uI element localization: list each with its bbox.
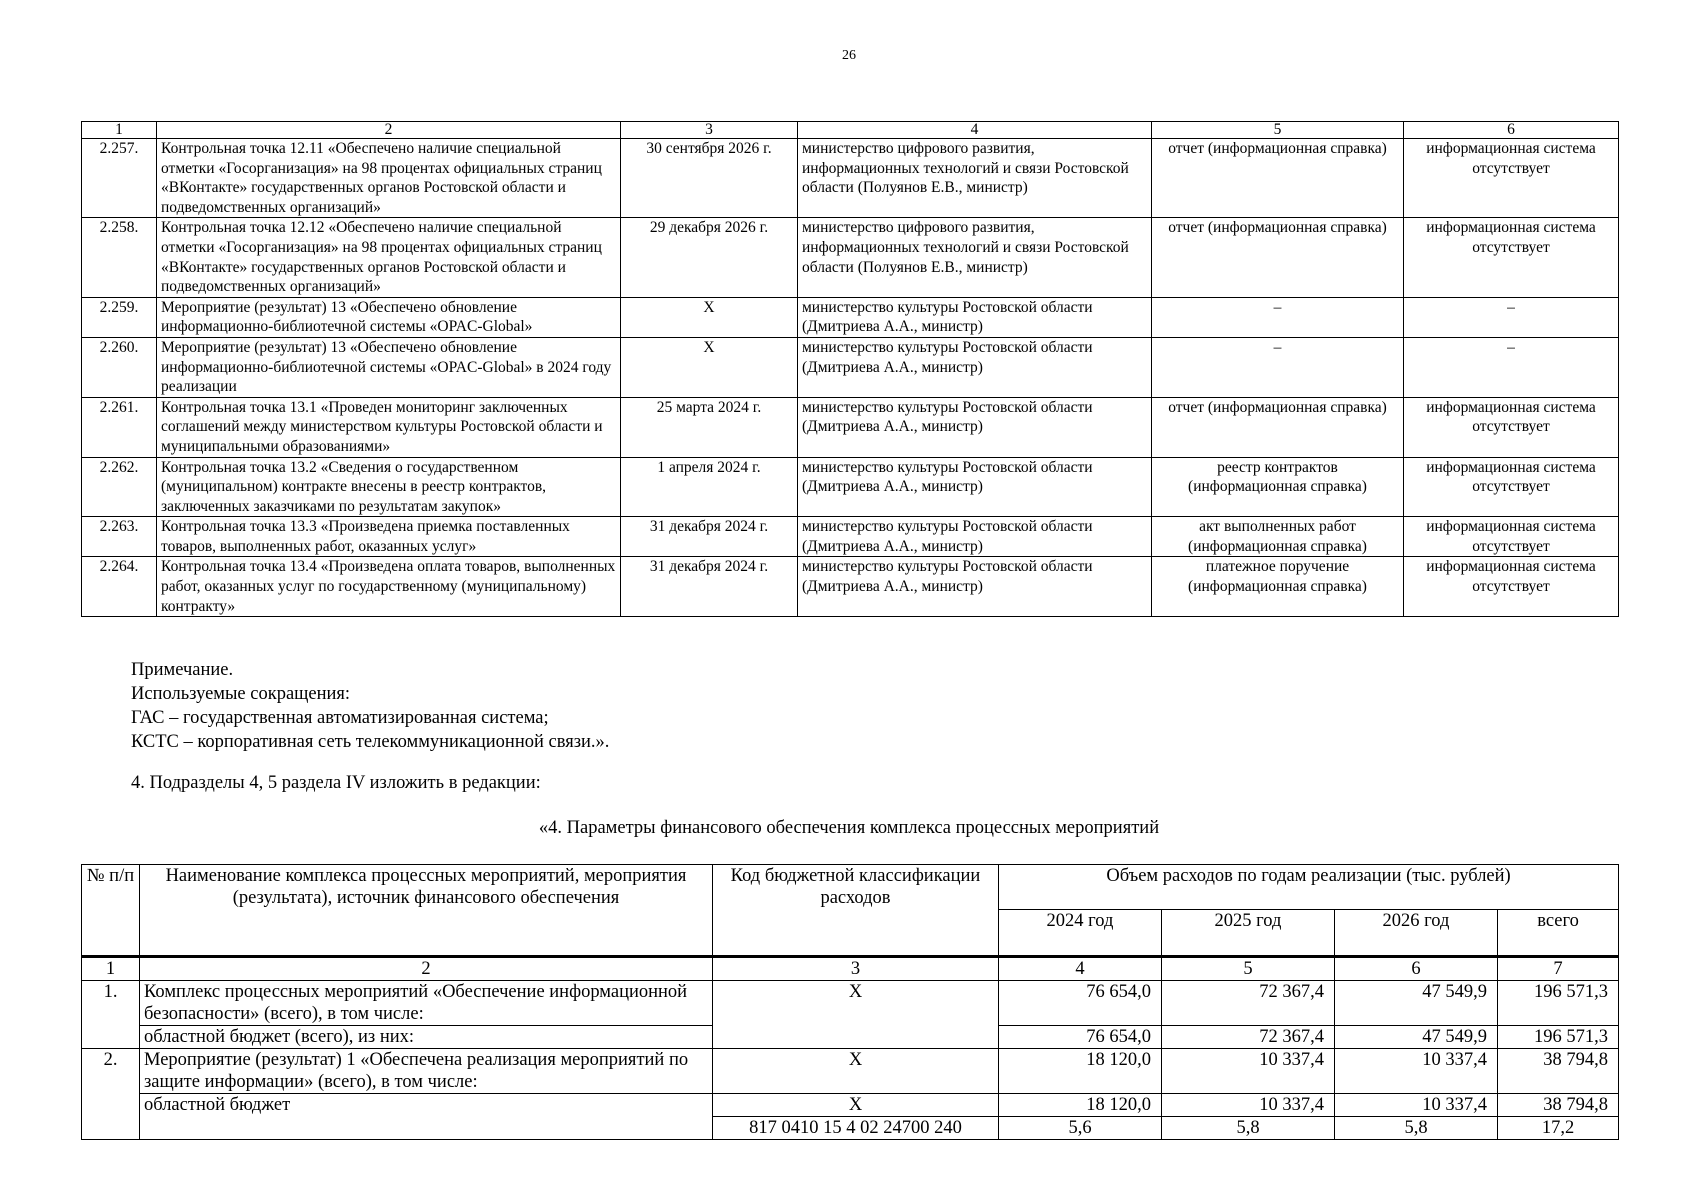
page-number: 26 <box>842 48 856 63</box>
row-value-2025: 10 337,4 <box>1162 1094 1335 1117</box>
col-header: 3 <box>621 122 798 139</box>
header-code: Код бюджетной классификации расходов <box>713 865 999 957</box>
row-value-total: 196 571,3 <box>1498 981 1619 1026</box>
row-document: отчет (информационная справка) <box>1152 397 1404 457</box>
col-number: 2 <box>140 957 713 981</box>
row-number: 2.263. <box>82 517 157 557</box>
row-value-2025: 72 367,4 <box>1162 1026 1335 1049</box>
row-code: X <box>713 981 999 1049</box>
row-value-2024: 5,6 <box>999 1117 1162 1140</box>
table-header-row <box>82 122 1619 139</box>
row-document: – <box>1152 297 1404 337</box>
row-system: информационная система отсутствует <box>1404 457 1619 517</box>
row-document: платежное поручение (информационная справка) <box>1152 557 1404 617</box>
header-total: всего <box>1498 910 1619 957</box>
row-number: 2.257. <box>82 139 157 218</box>
row-number: 2.261. <box>82 397 157 457</box>
row-value-2024: 76 654,0 <box>999 1026 1162 1049</box>
row-name: областной бюджет (всего), из них: <box>140 1026 713 1049</box>
row-value-total: 38 794,8 <box>1498 1094 1619 1117</box>
row-date: 25 марта 2024 г. <box>621 397 798 457</box>
row-responsible: министерство культуры Ростовской области (Дмитриева А.А., министр) <box>798 297 1152 337</box>
row-value-total: 196 571,3 <box>1498 1026 1619 1049</box>
col-number: 5 <box>1162 957 1335 981</box>
row-value-2026: 47 549,9 <box>1335 981 1498 1026</box>
header-volume: Объем расходов по годам реализации (тыс. рублей) <box>999 865 1619 910</box>
row-date: 1 апреля 2024 г. <box>621 457 798 517</box>
row-number: 2.264. <box>82 557 157 617</box>
row-number: 2.258. <box>82 218 157 297</box>
header-name: Наименование комплекса процессных мероприятий, мероприятия (результата), источник финансового обеспечения <box>140 865 713 957</box>
column-number-row <box>82 957 1619 981</box>
row-date: 29 декабря 2026 г. <box>621 218 798 297</box>
row-name: Контрольная точка 12.12 «Обеспечено наличие специальной отметки «Госорганизация» на 98 процентах официальных страниц «ВКонтакте» государственных органов Ростовской области и подведомственных организаций» <box>157 218 621 297</box>
row-value-2026: 5,8 <box>1335 1117 1498 1140</box>
col-number: 1 <box>82 957 140 981</box>
row-value-total: 38 794,8 <box>1498 1049 1619 1094</box>
table-row <box>82 1094 1619 1117</box>
row-document: акт выполненных работ (информационная справка) <box>1152 517 1404 557</box>
col-number: 4 <box>999 957 1162 981</box>
col-header: 5 <box>1152 122 1404 139</box>
row-date: X <box>621 297 798 337</box>
header-year-2026: 2026 год <box>1335 910 1498 957</box>
col-number: 6 <box>1335 957 1498 981</box>
row-system: – <box>1404 297 1619 337</box>
row-number: 2.259. <box>82 297 157 337</box>
row-document: отчет (информационная справка) <box>1152 139 1404 218</box>
row-responsible: министерство цифрового развития, информационных технологий и связи Ростовской области (Полуянов Е.В., министр) <box>798 139 1152 218</box>
row-number: 1. <box>82 981 140 1049</box>
row-name: Контрольная точка 12.11 «Обеспечено наличие специальной отметки «Госорганизация» на 98 процентах официальных страниц «ВКонтакте» государственных органов Ростовской области и подведомственных организаций» <box>157 139 621 218</box>
table-row <box>82 557 1619 617</box>
row-responsible: министерство культуры Ростовской области (Дмитриева А.А., министр) <box>798 457 1152 517</box>
row-value-2026: 10 337,4 <box>1335 1094 1498 1117</box>
header-num: № п/п <box>82 865 140 957</box>
table-row <box>82 397 1619 457</box>
col-header: 1 <box>82 122 157 139</box>
row-date: X <box>621 337 798 397</box>
row-number: 2.262. <box>82 457 157 517</box>
row-value-2024: 18 120,0 <box>999 1049 1162 1094</box>
header-year-2024: 2024 год <box>999 910 1162 957</box>
row-name: Контрольная точка 13.4 «Произведена оплата товаров, выполненных работ, оказанных услуг по государственному (муниципальному) контракту» <box>157 557 621 617</box>
row-value-2026: 47 549,9 <box>1335 1026 1498 1049</box>
row-name: Контрольная точка 13.3 «Произведена приемка поставленных товаров, выполненных работ, оказанных услуг» <box>157 517 621 557</box>
row-date: 31 декабря 2024 г. <box>621 517 798 557</box>
notes-block <box>131 658 609 754</box>
row-code: 817 0410 15 4 02 24700 240 <box>713 1117 999 1140</box>
row-name: Контрольная точка 13.1 «Проведен мониторинг заключенных соглашений между министерством культуры Ростовской области и муниципальными образованиями» <box>157 397 621 457</box>
row-document: отчет (информационная справка) <box>1152 218 1404 297</box>
row-value-2025: 10 337,4 <box>1162 1049 1335 1094</box>
row-system: информационная система отсутствует <box>1404 557 1619 617</box>
col-header: 2 <box>157 122 621 139</box>
row-responsible: министерство культуры Ростовской области (Дмитриева А.А., министр) <box>798 397 1152 457</box>
table-row <box>82 457 1619 517</box>
row-responsible: министерство культуры Ростовской области (Дмитриева А.А., министр) <box>798 337 1152 397</box>
table-row <box>82 297 1619 337</box>
note-line: КСТС – корпоративная сеть телекоммуникационной связи.». <box>131 732 610 752</box>
note-line: Примечание. <box>131 660 234 680</box>
row-responsible: министерство культуры Ростовской области (Дмитриева А.А., министр) <box>798 557 1152 617</box>
header-year-2025: 2025 год <box>1162 910 1335 957</box>
row-name: Комплекс процессных мероприятий «Обеспечение информационной безопасности» (всего), в том числе: <box>140 981 713 1026</box>
row-document: реестр контрактов (информационная справка) <box>1152 457 1404 517</box>
row-code: X <box>713 1094 999 1117</box>
row-value-total: 17,2 <box>1498 1117 1619 1140</box>
row-value-2025: 5,8 <box>1162 1117 1335 1140</box>
table-row <box>82 337 1619 397</box>
row-date: 30 сентября 2026 г. <box>621 139 798 218</box>
note-line: Используемые сокращения: <box>131 684 351 704</box>
note-line: ГАС – государственная автоматизированная система; <box>131 708 549 728</box>
row-value-2024: 76 654,0 <box>999 981 1162 1026</box>
row-name: Контрольная точка 13.2 «Сведения о государственном (муниципальном) контракте внесены в реестр контрактов, заключенных заказчиками по результатам закупок» <box>157 457 621 517</box>
row-number: 2.260. <box>82 337 157 397</box>
row-system: информационная система отсутствует <box>1404 517 1619 557</box>
financing-table <box>81 864 1619 1140</box>
amendment-paragraph: 4. Подразделы 4, 5 раздела IV изложить в редакции: <box>131 773 541 793</box>
row-value-2025: 72 367,4 <box>1162 981 1335 1026</box>
row-value-2024: 18 120,0 <box>999 1094 1162 1117</box>
section-title: «4. Параметры финансового обеспечения комплекса процессных мероприятий <box>538 818 1160 838</box>
row-name: областной бюджет <box>140 1094 713 1140</box>
table-row <box>82 981 1619 1026</box>
row-system: информационная система отсутствует <box>1404 397 1619 457</box>
row-name: Мероприятие (результат) 13 «Обеспечено обновление информационно-библиотечной системы «OPAC-Global» в 2024 году реализации <box>157 337 621 397</box>
row-responsible: министерство культуры Ростовской области (Дмитриева А.А., министр) <box>798 517 1152 557</box>
col-number: 7 <box>1498 957 1619 981</box>
row-document: – <box>1152 337 1404 397</box>
row-code: X <box>713 1049 999 1094</box>
row-value-2026: 10 337,4 <box>1335 1049 1498 1094</box>
col-header: 4 <box>798 122 1152 139</box>
table-row <box>82 1049 1619 1094</box>
row-system: информационная система отсутствует <box>1404 218 1619 297</box>
row-system: информационная система отсутствует <box>1404 139 1619 218</box>
row-number: 2. <box>82 1049 140 1140</box>
col-header: 6 <box>1404 122 1619 139</box>
row-responsible: министерство цифрового развития, информационных технологий и связи Ростовской области (Полуянов Е.В., министр) <box>798 218 1152 297</box>
row-name: Мероприятие (результат) 1 «Обеспечена реализация мероприятий по защите информации» (всего), в том числе: <box>140 1049 713 1094</box>
table-row <box>82 139 1619 218</box>
table-header-row <box>82 865 1619 910</box>
row-system: – <box>1404 337 1619 397</box>
row-name: Мероприятие (результат) 13 «Обеспечено обновление информационно-библиотечной системы «OPAC-Global» <box>157 297 621 337</box>
table-row <box>82 218 1619 297</box>
control-points-table <box>81 121 1619 617</box>
table-row <box>82 517 1619 557</box>
row-date: 31 декабря 2024 г. <box>621 557 798 617</box>
col-number: 3 <box>713 957 999 981</box>
